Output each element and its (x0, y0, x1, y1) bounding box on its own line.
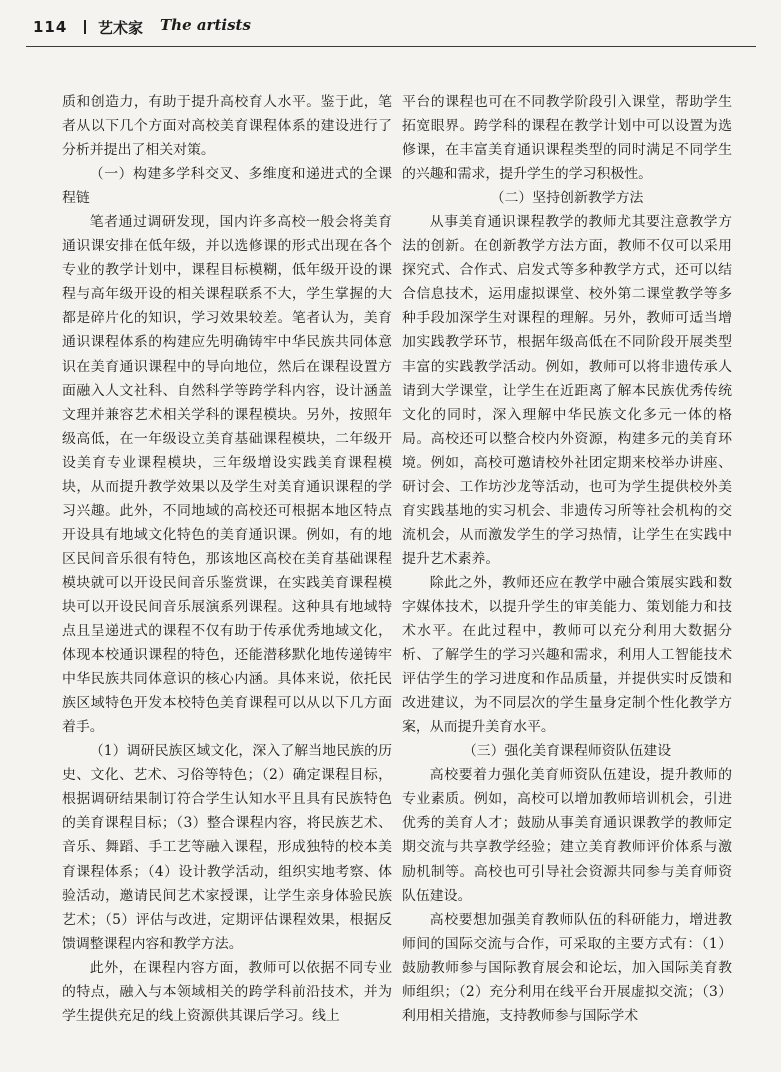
paragraph: 除此之外，教师还应在教学中融合策展实践和数字媒体技术，以提升学生的审美能力、策划能力和技术水平。在此过程中，教师可以充分利用大数据分析、了解学生的学习兴趣和需求，利用人工智能技术评估学生的学习进度和作品质量，并提供实时反馈和改进建议，为不同层次的学生量身定制个性化教学方案，从而提升美育水平。 (402, 574, 732, 736)
journal-title-cn: 艺术家 (98, 19, 144, 37)
paragraph: 高校要想加强美育教师队伍的科研能力，增进教师间的国际交流与合作，可采取的主要方式有：（1）鼓励教师参与国际教育展会和论坛，加入国际美育教师组织；（2）充分利用在线平台开展虚拟交流；（3）利用相关措施，支持教师参与国际学术 (402, 911, 732, 1024)
paragraph: 质和创造力，有助于提升高校育人水平。鉴于此，笔者从以下几个方面对高校美育课程体系的建设进行了分析并提出了相关对策。 (62, 94, 392, 159)
section-heading: （二）坚持创新教学方法 (490, 190, 644, 207)
header-divider (84, 20, 86, 34)
paragraph: 此外，在课程内容方面，教师可以依据不同专业的特点，融入与本领域相关的跨学科前沿技术，并为学生提供充足的线上资源供其课后学习。线上 (62, 959, 392, 1024)
section-heading: （一）构建多学科交叉、多维度和递进式的全课程链 (62, 166, 392, 207)
page-header (0, 14, 781, 42)
right-column (402, 90, 732, 1028)
section-heading: （三）强化美育课程师资队伍建设 (462, 743, 672, 760)
left-column (62, 90, 392, 1028)
header-rule (26, 46, 756, 47)
journal-title-en: The artists (160, 16, 251, 34)
paragraph: 笔者通过调研发现，国内许多高校一般会将美育通识课安排在低年级，并以选修课的形式出现在各个专业的教学计划中，课程目标模糊，低年级开设的课程与高年级开设的相关课程联系不大，学生掌握的大都是碎片化的知识，学习效果较差。笔者认为，美育通识课程体系的构建应先明确铸牢中华民族共同体意识在美育通识课程中的导向地位，然后在课程设置方面融入人文社科、自然科学等跨学科内容，设计涵盖文理并兼容艺术相关学科的课程模块。另外，按照年级高低，在一年级设立美育基础课程模块，二年级开设美育专业课程模块，三年级增设实践美育课程模块，从而提升教学效果以及学生对美育通识课程的学习兴趣。此外，不同地域的高校还可根据本地区特点开设具有地域文化特色的美育通识课。例如，有的地区民间音乐很有特色，那该地区高校在美育基础课程模块就可以开设民间音乐鉴赏课，在实践美育课程模块可以开设民间音乐展演系列课程。这种具有地域特点且呈递进式的课程不仅有助于传承优秀地域文化，体现本校通识课程的特色，还能潜移默化地传递铸牢中华民族共同体意识的核心内涵。具体来说，依托民族区域特色开发本校特色美育课程可以从以下几方面着手。 (62, 214, 392, 736)
paragraph: 从事美育通识课程教学的教师尤其要注意教学方法的创新。在创新教学方法方面，教师不仅可以采用探究式、合作式、启发式等多种教学方式，还可以结合信息技术，运用虚拟课堂、校外第二课堂教学等多种手段加深学生对课程的理解。另外，教师可适当增加实践教学环节，根据年级高低在不同阶段开展类型丰富的实践教学活动。例如，教师可以将非遗传承人请到大学课堂，让学生在近距离了解本民族优秀传统文化的同时，深入理解中华民族文化多元一体的格局。高校还可以整合校内外资源，构建多元的美育环境。例如，高校可邀请校外社团定期来校举办讲座、研讨会、工作坊沙龙等活动，也可为学生提供校外美育实践基地的实习机会、非遗传习所等社会机构的交流机会，从而激发学生的学习热情，让学生在实践中提升艺术素养。 (402, 214, 732, 567)
paragraph: （1）调研民族区域文化，深入了解当地民族的历史、文化、艺术、习俗等特色；（2）确定课程目标，根据调研结果制订符合学生认知水平且具有民族特色的美育课程目标；（3）整合课程内容，将民族艺术、音乐、舞蹈、手工艺等融入课程，形成独特的校本美育课程体系；（4）设计教学活动，组织实地考察、体验活动，邀请民间艺术家授课，让学生亲身体验民族艺术；（5）评估与改进，定期评估课程效果，根据反馈调整课程内容和教学方法。 (62, 743, 392, 952)
page-number: 114 (33, 18, 68, 36)
paragraph: 平台的课程也可在不同教学阶段引入课堂，帮助学生拓宽眼界。跨学科的课程在教学计划中可以设置为选修课，在丰富美育通识课程类型的同时满足不同学生的兴趣和需求，提升学生的学习积极性。 (402, 94, 732, 183)
paragraph: 高校要着力强化美育师资队伍建设，提升教师的专业素质。例如，高校可以增加教师培训机会，引进优秀的美育人才；鼓励从事美育通识课教学的教师定期交流与共享教学经验；建立美育教师评价体系与激励机制等。高校也可引导社会资源共同参与美育师资队伍建设。 (402, 767, 732, 904)
